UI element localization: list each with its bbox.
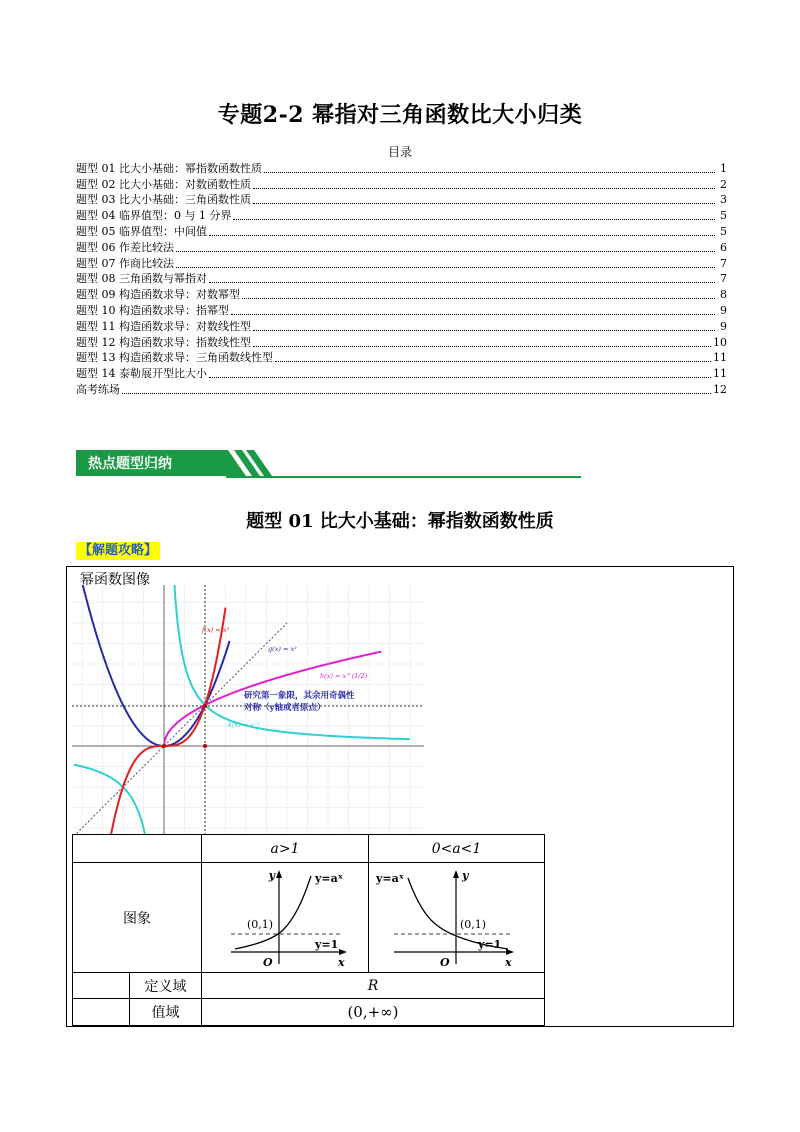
- toc-row[interactable]: [76, 381, 727, 397]
- toc-label: 题型 01 比大小基础：幂指数函数性质: [76, 161, 262, 175]
- toc-leader: [242, 298, 715, 299]
- toc-leader: [233, 219, 715, 220]
- asymptote-label: y=1: [315, 937, 339, 951]
- header-empty-cell: [73, 835, 202, 863]
- function-label: y=aˣ: [375, 871, 404, 885]
- asymptote-label: y=1: [477, 937, 501, 951]
- toc-label: 题型 05 临界值型：中间值: [76, 224, 207, 238]
- toc-leader: [253, 203, 715, 204]
- toc-row[interactable]: [76, 223, 727, 239]
- toc-leader: [264, 172, 715, 173]
- domain-value: R: [202, 973, 545, 999]
- toc-label: 题型 10 构造函数求导：指幂型: [76, 303, 229, 317]
- toc-leader: [275, 361, 711, 362]
- toc-row[interactable]: [76, 192, 727, 208]
- table-header-row: [73, 835, 545, 863]
- toc-leader: [209, 235, 715, 236]
- origin-label: O: [439, 955, 450, 968]
- y-arrow-icon: [453, 870, 459, 878]
- graph-cell-growth: [202, 863, 369, 973]
- document-title: 专题2-2 幂指对三角函数比大小归类: [217, 102, 583, 128]
- toc-label: 题型 06 作差比较法: [76, 240, 174, 254]
- f-label: f(x) = x³: [202, 626, 229, 634]
- toc-page: 11: [713, 351, 727, 365]
- exponential-function-table: [72, 834, 545, 1026]
- exp-growth-curve: [235, 876, 311, 949]
- header-a-between-0-1: 0<a<1: [369, 835, 545, 863]
- toc-page: 3: [720, 193, 727, 207]
- toc-page: 5: [720, 224, 727, 238]
- table-range-row: [73, 999, 545, 1026]
- blank-cell: [73, 999, 130, 1026]
- point-1-1: [203, 704, 207, 708]
- table-of-contents: [76, 160, 727, 397]
- header-a-gt-1: a>1: [202, 835, 369, 863]
- toc-heading: 目录: [387, 145, 412, 159]
- row-label-image: 图象: [73, 863, 202, 973]
- y-axis-label: y: [268, 868, 275, 882]
- curve-g: [78, 585, 229, 746]
- toc-row[interactable]: [76, 334, 727, 350]
- y-axis-label: y: [461, 868, 468, 882]
- toc-leader: [253, 188, 715, 189]
- toc-row[interactable]: [76, 365, 727, 381]
- toc-page: 9: [720, 303, 727, 317]
- toc-leader: [176, 267, 715, 268]
- toc-label: 题型 04 临界值型：0 与 1 分界: [76, 209, 232, 223]
- toc-label: 题型 02 比大小基础：对数函数性质: [76, 177, 251, 191]
- origin-label: O: [263, 955, 273, 968]
- exp-decay-graph: [372, 864, 542, 968]
- h-label: h(x) = x^(1/2): [320, 672, 368, 680]
- graph-note-line2: 对称（y轴或者原点）: [244, 703, 326, 713]
- identity-line: [74, 623, 287, 835]
- toc-page: 7: [720, 256, 727, 270]
- k-label: k(x) = x⁻¹: [228, 721, 260, 729]
- origin-point: [162, 744, 166, 748]
- hot-topics-banner: [76, 448, 581, 478]
- toc-row[interactable]: [76, 207, 727, 223]
- function-label: y=aˣ: [315, 871, 343, 885]
- toc-leader: [231, 314, 715, 315]
- row-label-range: 值域: [130, 999, 202, 1026]
- toc-row[interactable]: [76, 302, 727, 318]
- toc-page: 7: [720, 272, 727, 286]
- graph-cell-decay: [369, 863, 545, 973]
- toc-label: 题型 09 构造函数求导：对数幂型: [76, 288, 240, 302]
- toc-row[interactable]: [76, 160, 727, 176]
- toc-label: 题型 12 构造函数求导：指数线性型: [76, 335, 251, 349]
- toc-label: 题型 14 泰勒展开型比大小: [76, 367, 207, 381]
- toc-page: 2: [720, 177, 727, 191]
- toc-page: 8: [720, 288, 727, 302]
- curve-k-positive: [174, 585, 410, 739]
- toc-leader: [209, 282, 715, 283]
- x-arrow-icon: [506, 949, 514, 955]
- toc-label: 题型 08 三角函数与幂指对: [76, 272, 207, 286]
- toc-label: 题型 13 构造函数求导：三角函数线性型: [76, 351, 273, 365]
- toc-row[interactable]: [76, 255, 727, 271]
- toc-page: 1: [720, 161, 727, 175]
- x-axis-label: x: [504, 955, 512, 968]
- row-label-domain: 定义域: [130, 973, 202, 999]
- curve-f: [107, 608, 225, 835]
- toc-page: 9: [720, 319, 727, 333]
- exp-growth-graph: [205, 864, 365, 968]
- toc-row[interactable]: [76, 239, 727, 255]
- y-arrow-icon: [276, 870, 282, 878]
- x-arrow-icon: [339, 949, 347, 955]
- strategy-label: 【解题攻略】: [76, 542, 160, 560]
- toc-row[interactable]: [76, 350, 727, 366]
- toc-page: 6: [720, 240, 727, 254]
- x-axis-label: x: [338, 955, 345, 968]
- toc-leader: [176, 251, 715, 252]
- toc-leader: [209, 377, 711, 378]
- section-title: 题型 01 比大小基础：幂指数函数性质: [246, 511, 554, 532]
- toc-page: 11: [713, 367, 727, 381]
- toc-row[interactable]: [76, 176, 727, 192]
- graph-note-line1: 研究第一象限，其余用奇偶性: [244, 691, 355, 701]
- toc-row[interactable]: [76, 318, 727, 334]
- toc-label: 题型 11 构造函数求导：对数线性型: [76, 319, 251, 333]
- table-image-row: [73, 863, 545, 973]
- g-label: g(x) = x²: [268, 645, 297, 653]
- point-label: (0,1): [459, 917, 486, 931]
- toc-label: 高考练场: [76, 382, 120, 396]
- toc-label: 题型 03 比大小基础：三角函数性质: [76, 193, 251, 207]
- toc-row[interactable]: [76, 271, 727, 287]
- banner-text: 热点题型归纳: [88, 456, 172, 472]
- toc-page: 12: [713, 382, 727, 396]
- power-function-graph: [72, 585, 424, 835]
- point-label: (0,1): [247, 917, 274, 931]
- power-function-label: 幂函数图像: [80, 572, 150, 588]
- toc-leader: [253, 346, 711, 347]
- point-1-0: [203, 744, 207, 748]
- table-domain-row: [73, 973, 545, 999]
- toc-label: 题型 07 作商比较法: [76, 256, 174, 270]
- toc-row[interactable]: [76, 286, 727, 302]
- toc-leader: [122, 393, 711, 394]
- toc-page: 5: [720, 209, 727, 223]
- range-value: (0,+∞): [202, 999, 545, 1026]
- toc-leader: [253, 330, 715, 331]
- toc-page: 10: [713, 335, 727, 349]
- blank-cell: [73, 973, 130, 999]
